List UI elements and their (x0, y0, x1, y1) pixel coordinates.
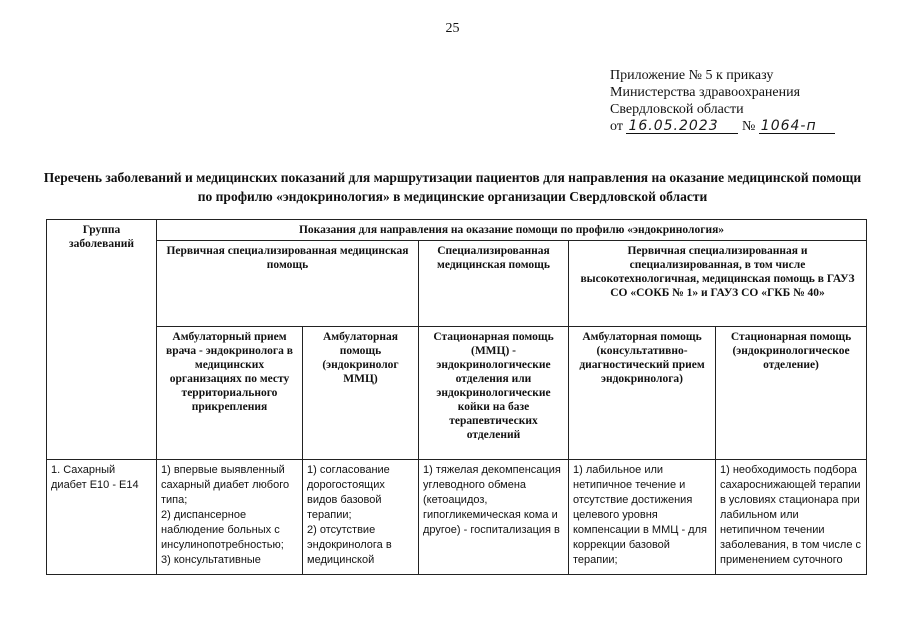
document-title: Перечень заболеваний и медицинских показаний для маршрутизации пациентов для направления на оказание медицинской помощи по профилю «эндокринология» в медицинские организации Свердловской области (43, 170, 862, 204)
appendix-line-2: Министерства здравоохранения (610, 85, 801, 100)
subheader-inpatient-endocrine: Стационарная помощь (эндокринологическое отделение) (716, 327, 867, 460)
cell-outpatient-consult-text: 1) лабильное или нетипичное течение и отсутствие достижения целевого уровня компенсации в ММЦ - для коррекции базовой терапии; (573, 464, 707, 566)
header-disease-group: Группа заболеваний (47, 220, 157, 460)
subheader-inpatient-mmc: Стационарная помощь (ММЦ) - эндокринологические отделения или эндокринологические койки на базе терапевтических отделений (419, 327, 569, 460)
cell-inpatient-mmc (419, 460, 569, 575)
appendix-line-3: Свердловской области (610, 102, 744, 117)
cell-outpatient-local-text: 1) впервые выявленный сахарный диабет любого типа; 2) диспансерное наблюдение больных с инсулинопотребностью; 3) консультативные (161, 464, 290, 566)
cell-outpatient-consult (569, 460, 716, 575)
subheader-outpatient-consult: Амбулаторная помощь (консультативно-диагностический прием эндокринолога) (569, 327, 716, 460)
cell-outpatient-mmc (303, 460, 419, 575)
page-number: 25 (445, 21, 460, 36)
header-indications: Показания для направления на оказание помощи по профилю «эндокринология» (157, 220, 867, 241)
handwritten-number: 1064-п (759, 119, 835, 134)
subheader-outpatient-mmc: Амбулаторная помощь (эндокринолог ММЦ) (303, 327, 419, 460)
appendix-line-1: Приложение № 5 к приказу (610, 68, 774, 83)
date-prefix: от (610, 119, 623, 134)
number-prefix: № (741, 119, 756, 134)
header-high-tech-care: Первичная специализированная и специализированная, в том числе высокотехнологичная, медицинская помощь в ГАУЗ СО «СОКБ № 1» и ГАУЗ СО «ГКБ № 40» (569, 241, 867, 327)
cell-outpatient-local (157, 460, 303, 575)
header-specialized-care: Специализированная медицинская помощь (419, 241, 569, 327)
appendix-date-line (610, 118, 895, 135)
subheader-outpatient-local: Амбулаторный прием врача - эндокринолога в медицинских организациях по месту территориального прикрепления (157, 327, 303, 460)
handwritten-date: 16.05.2023 (626, 119, 738, 134)
cell-inpatient-endocrine-text: 1) необходимость подбора сахароснижающей терапии в условиях стационара при лабильном или нетипичном течении заболевания, в том числе с применением суточного (720, 464, 862, 566)
routing-table (46, 219, 867, 575)
appendix-block (610, 67, 895, 135)
disease-group-text: 1. Сахарный диабет Е10 - Е14 (51, 464, 139, 491)
cell-inpatient-endocrine (716, 460, 867, 575)
table-row (47, 460, 867, 575)
cell-inpatient-mmc-text: 1) тяжелая декомпенсация углеводного обмена (кетоацидоз, гипогликемическая кома и другое) - госпитализация в (423, 464, 561, 536)
disease-group-cell (47, 460, 157, 575)
header-primary-care: Первичная специализированная медицинская помощь (157, 241, 419, 327)
cell-outpatient-mmc-text: 1) согласование дорогостоящих видов базовой терапии; 2) отсутствие эндокринолога в медицинской (307, 464, 392, 566)
